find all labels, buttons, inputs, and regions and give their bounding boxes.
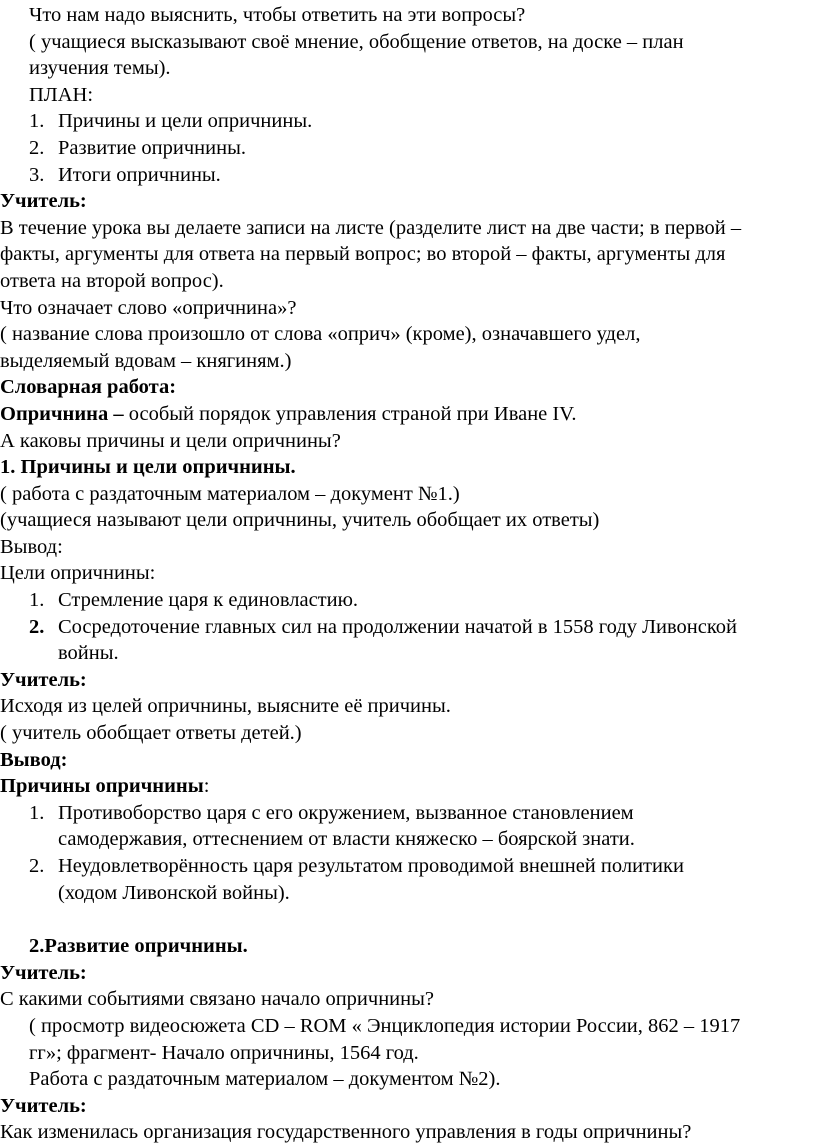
intro-note-line-1: ( учащиеся высказывают своё мнение, обобщение ответов, на доске – план [29,30,684,53]
plan-item-number: 3. [29,163,45,186]
document-page [0,2,816,1146]
cause-item-text-cont: самодержавия, оттеснением от власти княжеско – боярской знати. [58,828,635,851]
vocab-definition [0,401,816,428]
section-1-heading: 1. Причины и цели опричнины. [0,456,296,479]
causes-task: Исходя из целей опричнины, выясните её причины. [0,695,451,718]
word-question: Что означает слово «опричнина»? [0,296,297,319]
goal-item [0,614,816,667]
plan-item-text: Итоги опричнины. [58,163,221,186]
goal-item-text-block [58,614,737,667]
teacher-label: Учитель: [0,961,87,984]
cause-item [0,853,816,906]
cause-item-number: 2. [29,855,45,877]
cause-item [0,800,816,853]
section-2-note-3: Работа с раздаточным материалом – документом №2). [29,1068,501,1091]
plan-item-text: Причины и цели опричнины. [58,110,313,133]
section-2-question-2: Как изменилась организация государственного управления в годы опричнины? [0,1121,692,1144]
instruction-line-1: В течение урока вы делаете записи на листе (разделите лист на две части; в первой – [0,216,742,239]
plan-item [0,162,816,189]
cause-item-text: Неудовлетворённость царя результатом проводимой внешней политики [58,855,684,877]
goal-item-text: Стремление царя к единовластию. [58,589,359,612]
causes-label-line [0,773,816,800]
causes-label-colon: : [203,775,210,798]
goal-item-text-cont: войны. [58,642,119,665]
spacer [0,906,816,933]
goal-item [0,587,816,614]
causes-label: Причины опричнины [0,775,204,798]
intro-note-line-2: изучения темы). [29,57,171,80]
goal-item-number: 2. [29,615,45,638]
cause-item-text-block [58,853,684,906]
causes-task-note: ( учитель обобщает ответы детей.) [0,722,302,745]
cause-item-text-cont: (ходом Ливонской войны). [58,881,290,904]
instruction-line-3: ответа на второй вопрос). [0,269,224,292]
plan-item-number: 2. [29,136,45,159]
plan-item-number: 1. [29,110,45,133]
section-1-note-2: (учащиеся называют цели опричнины, учитель обобщает их ответы) [0,509,600,532]
word-answer-line-1: ( название слова произошло от слова «оприч» (кроме), означавшего удел, [0,323,641,346]
cause-item-number: 1. [29,801,45,824]
teacher-label: Учитель: [0,190,87,213]
section-2-note-2: гг»; фрагмент- Начало опричнины, 1564 год. [29,1041,419,1064]
conclusion-label: Вывод: [0,535,63,558]
word-answer-line-2: выделяемый вдовам – княгиням.) [0,349,292,372]
plan-item [0,135,816,162]
goal-item-number: 1. [29,589,45,612]
section-2-heading: 2.Развитие опричнины. [29,935,248,958]
plan-item [0,108,816,135]
teacher-label: Учитель: [0,668,87,691]
cause-item-text-block [58,800,635,853]
instruction-line-2: факты, аргументы для ответа на первый вопрос; во второй – факты, аргументы для [0,243,726,266]
vocab-term: Опричнина – [0,402,124,425]
section-2-question: С какими событиями связано начало опричнины? [0,988,434,1011]
vocab-question: А каковы причины и цели опричнины? [0,429,341,452]
intro-question: Что нам надо выяснить, чтобы ответить на эти вопросы? [29,4,526,26]
goal-item-text: Сосредоточение главных сил на продолжении начатой в 1558 году Ливонской [58,615,737,638]
plan-item-text: Развитие опричнины. [58,136,246,159]
vocab-heading: Словарная работа: [0,376,177,399]
plan-label: ПЛАН: [29,83,94,106]
conclusion-label-bold: Вывод: [0,748,68,771]
teacher-label: Учитель: [0,1094,87,1117]
section-1-note-1: ( работа с раздаточным материалом – документ №1.) [0,482,460,505]
cause-item-text: Противоборство царя с его окружением, вызванное становлением [58,801,634,824]
goals-label: Цели опричнины: [0,562,156,585]
section-2-note-1: ( просмотр видеосюжета CD – ROM « Энциклопедия истории России, 862 – 1917 [29,1014,741,1037]
vocab-def-text: особый порядок управления страной при Иване IV. [123,402,577,425]
